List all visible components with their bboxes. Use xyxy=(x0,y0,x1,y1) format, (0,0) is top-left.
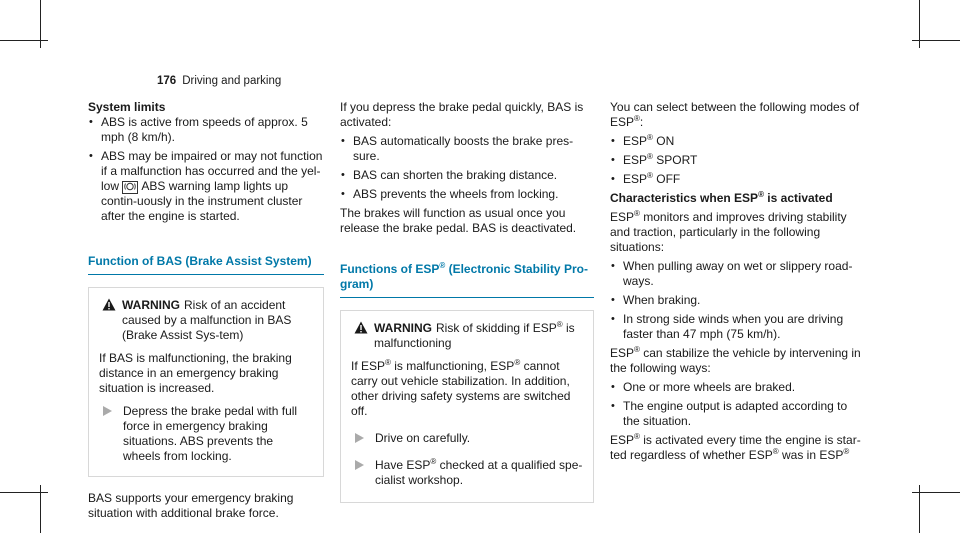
registered-mark: ® xyxy=(758,190,764,199)
registered-mark: ® xyxy=(634,209,640,218)
list-item: • BAS can shorten the braking distance. xyxy=(340,168,594,183)
list-item xyxy=(610,172,866,187)
step-text: Have ESP xyxy=(375,458,431,472)
step-text: Drive on carefully. xyxy=(375,431,471,445)
heading-text: (Electronic Stability Pro-gram) xyxy=(340,262,588,291)
registered-mark: ® xyxy=(647,171,653,180)
esp-monitors-text xyxy=(610,210,866,255)
crop-mark xyxy=(0,492,48,493)
heading-text: Functions of ESP xyxy=(340,262,440,276)
registered-mark: ® xyxy=(647,133,653,142)
mode-name: OFF xyxy=(656,172,681,186)
list-item-text: low xyxy=(101,179,120,193)
heading-text: Characteristics when ESP xyxy=(610,191,759,205)
esp-modes-list xyxy=(610,134,866,187)
section-title: Driving and parking xyxy=(182,75,282,87)
esp-label: ESP xyxy=(623,153,648,167)
warning-text: is malfunctioning xyxy=(374,321,575,350)
body-text: ESP xyxy=(610,346,635,360)
column-3 xyxy=(610,100,866,463)
esp-activated-text xyxy=(610,433,866,463)
body-text: was in ESP xyxy=(778,448,844,462)
esp-label: ESP xyxy=(623,134,648,148)
abs-warning-lamp-icon xyxy=(122,181,138,194)
list-item: • When pulling away on wet or slippery road-ways. xyxy=(610,259,866,289)
heading-text: is activated xyxy=(763,191,833,205)
esp-section-heading xyxy=(340,262,594,298)
page-header xyxy=(157,74,281,89)
arrow-right-icon xyxy=(355,460,364,470)
esp-stabilize-text xyxy=(610,346,866,376)
page-number: 176 xyxy=(157,75,177,87)
mode-name: SPORT xyxy=(656,153,698,167)
body-text: : xyxy=(639,115,644,129)
list-item xyxy=(610,134,866,149)
warning-header xyxy=(351,321,583,351)
registered-mark: ® xyxy=(439,261,446,270)
list-item: • ABS is active from speeds of approx. 5 mph (8 km/h). xyxy=(88,115,324,145)
crop-mark xyxy=(912,40,960,41)
list-item xyxy=(610,153,866,168)
instruction-step xyxy=(351,431,583,446)
column-1 xyxy=(88,100,324,521)
bas-outro: The brakes will function as usual once you release the brake pedal. BAS is deactivated. xyxy=(340,206,577,235)
arrow-right-icon xyxy=(355,433,364,443)
warning-box xyxy=(88,287,324,477)
crop-mark xyxy=(0,40,48,41)
body-text: cannot carry out vehicle stabilization. In addition, other driving safety systems are switched off. xyxy=(351,359,571,418)
body-text: can stabilize the vehicle by intervening in the following ways: xyxy=(610,346,861,375)
bas-list xyxy=(340,134,594,202)
list-item xyxy=(88,149,324,224)
list-item: • In strong side winds when you are driving faster than 47 mph (75 km/h). xyxy=(610,312,866,342)
column-2 xyxy=(340,100,594,517)
bas-intro: If you depress the brake pedal quickly, BAS is activated: xyxy=(340,100,584,129)
warning-triangle-icon xyxy=(354,321,368,334)
esp-modes-intro xyxy=(610,100,866,130)
registered-mark: ® xyxy=(634,345,640,354)
situations-list xyxy=(610,259,866,342)
list-item-text: ABS warning lamp lights up contin-uously in the instrument cluster after the engine is started. xyxy=(101,179,303,223)
warning-header xyxy=(99,298,313,343)
list-item: • When braking. xyxy=(610,293,866,308)
registered-mark: ® xyxy=(647,152,653,161)
warning-text: Risk of an accident caused by a malfunction in BAS (Brake Assist Sys-tem) xyxy=(122,298,292,342)
registered-mark: ® xyxy=(514,358,521,367)
warning-body: If BAS is malfunctioning, the braking distance in an emergency braking situation is increased. xyxy=(99,351,292,395)
registered-mark: ® xyxy=(430,457,437,466)
body-text: monitors and improves driving stability and traction, particularly in the following situations: xyxy=(610,210,847,254)
warning-body xyxy=(351,359,583,419)
registered-mark: ® xyxy=(634,114,640,123)
system-limits-heading: System limits xyxy=(88,100,166,114)
body-text: ESP xyxy=(610,210,635,224)
bas-support-text: BAS supports your emergency braking situation with additional brake force. xyxy=(88,491,294,520)
list-item: • One or more wheels are braked. xyxy=(610,380,866,395)
warning-text: Risk of skidding if ESP xyxy=(436,321,557,335)
registered-mark: ® xyxy=(772,447,779,456)
instruction-step xyxy=(351,458,583,488)
bas-section-heading: Function of BAS (Brake Assist System) xyxy=(88,254,324,275)
esp-label: ESP xyxy=(623,172,648,186)
registered-mark: ® xyxy=(634,432,640,441)
arrow-right-icon xyxy=(103,406,112,416)
instruction-step xyxy=(99,404,313,464)
list-item: • ABS prevents the wheels from locking. xyxy=(340,187,594,202)
list-item: • BAS automatically boosts the brake pres-sure. xyxy=(340,134,594,164)
body-text: is malfunctioning, ESP xyxy=(390,359,515,373)
list-item-text: ABS may be impaired or may not function if a malfunction has occurred and the yel- xyxy=(101,149,323,178)
step-text: Depress the brake pedal with full force in emergency braking situations. ABS prevents the wheels from locking. xyxy=(123,404,298,463)
body-text: You can select between the following modes of ESP xyxy=(610,100,860,129)
warning-triangle-icon xyxy=(102,298,116,311)
mode-name: ON xyxy=(656,134,675,148)
body-text: If ESP xyxy=(351,359,386,373)
body-text: ESP xyxy=(610,433,635,447)
list-item: • The engine output is adapted according to the situation. xyxy=(610,399,866,429)
crop-mark xyxy=(912,492,960,493)
step-text: checked at a qualified spe-cialist workshop. xyxy=(375,458,583,487)
body-text: is activated every time the engine is star-ted regardless of whether ESP xyxy=(610,433,861,462)
registered-mark: ® xyxy=(556,320,563,329)
registered-mark: ® xyxy=(843,447,850,456)
characteristics-heading xyxy=(610,191,866,206)
warning-label: WARNING xyxy=(374,321,432,335)
registered-mark: ® xyxy=(385,358,391,367)
warning-label: WARNING xyxy=(122,298,180,312)
limits-list xyxy=(88,115,324,224)
ways-list xyxy=(610,380,866,429)
warning-box xyxy=(340,310,594,503)
